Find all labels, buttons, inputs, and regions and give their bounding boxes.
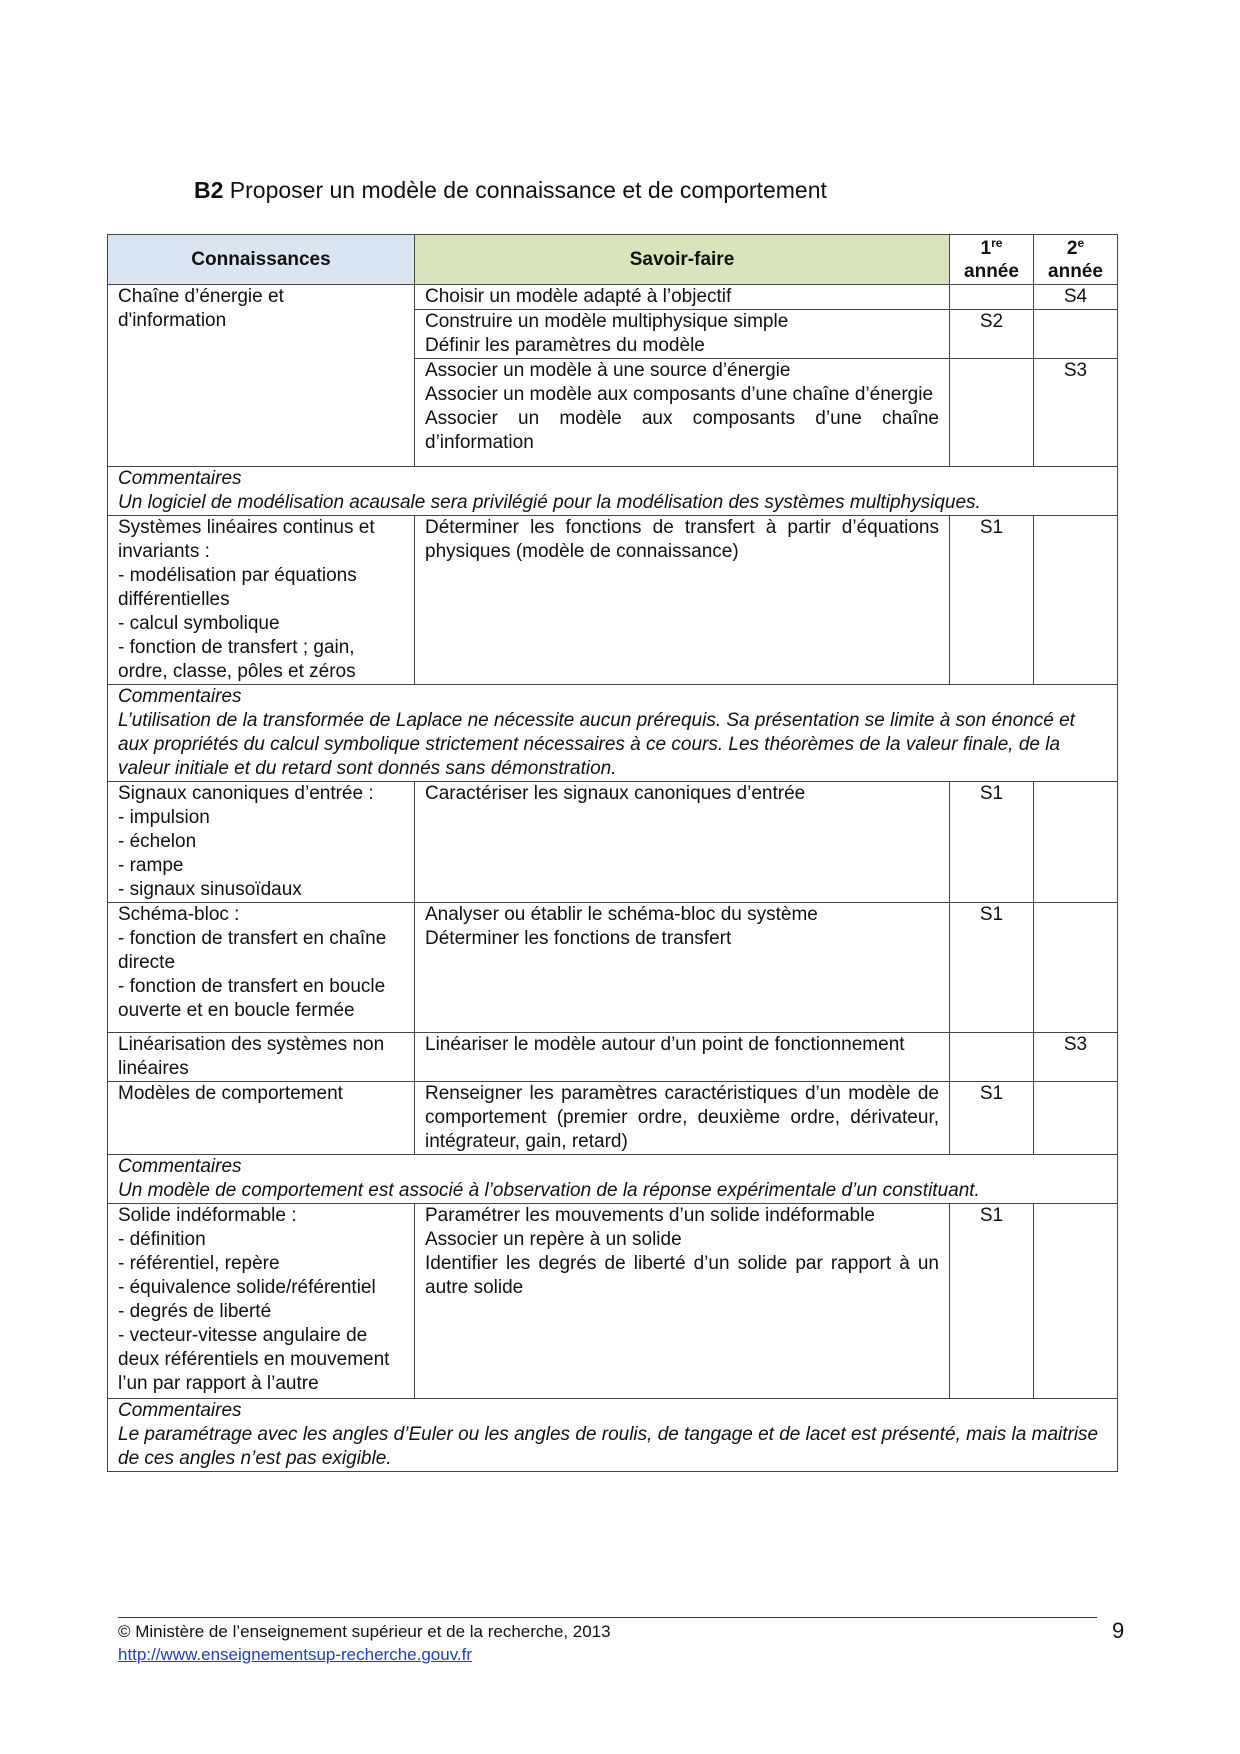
comment-row [108, 1155, 1118, 1204]
comment-row [108, 1399, 1118, 1472]
year-2-cell: S3 [1034, 359, 1118, 467]
comment-label: Commentaires [118, 468, 242, 489]
comment-row [108, 685, 1118, 782]
year-1-cell: S1 [950, 1082, 1034, 1155]
knowledge-cell [108, 903, 415, 1033]
skill-line: Renseigner les paramètres caractéristiques d’un modèle de comportement (premier ordre, deuxième ordre, dérivateur, intégrateur, gain, retard) [425, 1083, 939, 1152]
comment-cell [108, 1399, 1118, 1472]
skill-line: Caractériser les signaux canoniques d’entrée [425, 783, 806, 804]
skill-line: Identifier les degrés de liberté d’un solide par rapport à un autre solide [425, 1253, 939, 1298]
knowledge-line: - fonction de transfert en chaîne directe [118, 928, 387, 973]
year-2-cell: S3 [1034, 1033, 1118, 1082]
year-2-cell [1034, 1204, 1118, 1399]
skill-line: Associer un repère à un solide [425, 1229, 682, 1250]
table-row [108, 782, 1118, 903]
comment-text: L’utilisation de la transformée de Laplace ne nécessite aucun prérequis. Sa présentation se limite à son énoncé et aux propriétés du calcul symbolique strictement nécessaires à ce cours. Les théorèmes de la valeur finale, de la valeur initiale et du retard sont donnés sans démonstration. [118, 710, 1075, 779]
skill-line: Paramétrer les mouvements d’un solide indéformable [425, 1205, 875, 1226]
knowledge-line: - définition [118, 1229, 206, 1250]
skill-cell [415, 903, 950, 1033]
knowledge-cell [108, 782, 415, 903]
knowledge-line: - rampe [118, 855, 184, 876]
year-1-cell [950, 285, 1034, 310]
table-row [108, 1033, 1118, 1082]
section-heading [194, 176, 827, 204]
knowledge-line: Systèmes linéaires continus et invariants : [118, 517, 375, 562]
comment-label: Commentaires [118, 1400, 242, 1421]
knowledge-line: Solide indéformable : [118, 1205, 297, 1226]
year-1-cell: S1 [950, 903, 1034, 1033]
knowledge-line: - degrés de liberté [118, 1301, 272, 1322]
year-1-cell [950, 1033, 1034, 1082]
knowledge-cell [108, 1033, 415, 1082]
knowledge-cell [108, 516, 415, 685]
skill-cell [415, 359, 950, 467]
section-code: B2 [194, 177, 224, 203]
skill-cell [415, 1082, 950, 1155]
knowledge-line: d'information [118, 310, 227, 331]
header-connaissances: Connaissances [108, 235, 415, 285]
knowledge-line: - impulsion [118, 807, 210, 828]
comment-cell [108, 467, 1118, 516]
knowledge-cell [108, 285, 415, 467]
footer-divider [118, 1617, 1097, 1618]
knowledge-line: - équivalence solide/référentiel [118, 1277, 376, 1298]
year-1-cell: S1 [950, 782, 1034, 903]
knowledge-line: - fonction de transfert ; gain, ordre, classe, pôles et zéros [118, 637, 356, 682]
knowledge-line: Schéma-bloc : [118, 904, 240, 925]
knowledge-cell [108, 1082, 415, 1155]
competency-table [107, 234, 1118, 1472]
header-savoir-faire: Savoir-faire [415, 235, 950, 285]
skill-line: Analyser ou établir le schéma-bloc du système [425, 904, 818, 925]
knowledge-line: - modélisation par équations différentielles [118, 565, 357, 610]
year-2-cell [1034, 516, 1118, 685]
page-number: 9 [1112, 1618, 1125, 1643]
header-year-2: 2e année [1034, 235, 1118, 285]
skill-line: Choisir un modèle adapté à l’objectif [425, 286, 732, 307]
knowledge-line: Chaîne d’énergie et [118, 286, 284, 307]
knowledge-line: - vecteur-vitesse angulaire de deux référentiels en mouvement l’un par rapport à l’autre [118, 1325, 390, 1394]
skill-line: Linéariser le modèle autour d’un point de fonctionnement [425, 1034, 905, 1055]
skill-cell [415, 285, 950, 310]
skill-line: Définir les paramètres du modèle [425, 335, 705, 356]
skill-cell [415, 310, 950, 359]
year-1-cell: S2 [950, 310, 1034, 359]
table-row [108, 1204, 1118, 1399]
comment-label: Commentaires [118, 686, 242, 707]
knowledge-line: - échelon [118, 831, 197, 852]
table-row [108, 1082, 1118, 1155]
comment-text: Un logiciel de modélisation acausale sera privilégié pour la modélisation des systèmes multiphysiques. [118, 492, 981, 513]
table-row [108, 516, 1118, 685]
year-1-cell [950, 359, 1034, 467]
comment-row [108, 467, 1118, 516]
comment-text: Un modèle de comportement est associé à l’observation de la réponse expérimentale d’un constituant. [118, 1180, 980, 1201]
header-year-1: 1re année [950, 235, 1034, 285]
skill-cell [415, 782, 950, 903]
comment-cell [108, 1155, 1118, 1204]
year-2-cell [1034, 310, 1118, 359]
skill-line: Construire un modèle multiphysique simple [425, 311, 789, 332]
knowledge-line: Linéarisation des systèmes non linéaires [118, 1034, 385, 1079]
section-title: Proposer un modèle de connaissance et de comportement [229, 177, 827, 203]
skill-line: Associer un modèle aux composants d’une chaîne d’énergie [425, 384, 934, 405]
comment-label: Commentaires [118, 1156, 242, 1177]
table-row [108, 903, 1118, 1033]
year-2-cell: S4 [1034, 285, 1118, 310]
table-row [108, 285, 1118, 310]
footer-link[interactable]: http://www.enseignementsup-recherche.gouv.fr [118, 1645, 473, 1664]
skill-line: Déterminer les fonctions de transfert à partir d’équations physiques (modèle de connaissance) [425, 517, 939, 562]
knowledge-cell [108, 1204, 415, 1399]
footer-copyright: © Ministère de l’enseignement supérieur et de la recherche, 2013 [118, 1622, 611, 1641]
year-1-cell: S1 [950, 1204, 1034, 1399]
knowledge-line: Signaux canoniques d’entrée : [118, 783, 374, 804]
skill-cell [415, 1033, 950, 1082]
skill-line: Associer un modèle à une source d’énergie [425, 360, 791, 381]
year-2-cell [1034, 782, 1118, 903]
skill-cell [415, 516, 950, 685]
table-body [108, 285, 1118, 1472]
year-2-cell [1034, 1082, 1118, 1155]
skill-cell [415, 1204, 950, 1399]
year-2-cell [1034, 903, 1118, 1033]
skill-line: Déterminer les fonctions de transfert [425, 928, 732, 949]
knowledge-line: - référentiel, repère [118, 1253, 280, 1274]
skill-line: Associer un modèle aux composants d’une chaîne d’information [425, 408, 939, 453]
knowledge-line: - fonction de transfert en boucle ouverte et en boucle fermée [118, 976, 386, 1021]
knowledge-line: - signaux sinusoïdaux [118, 879, 302, 900]
comment-cell [108, 685, 1118, 782]
year-1-cell: S1 [950, 516, 1034, 685]
comment-text: Le paramétrage avec les angles d’Euler ou les angles de roulis, de tangage et de lacet est présenté, mais la maitrise de ces angles n’est pas exigible. [118, 1424, 1099, 1469]
knowledge-line: Modèles de comportement [118, 1083, 343, 1104]
knowledge-line: - calcul symbolique [118, 613, 280, 634]
header-row [108, 235, 1118, 285]
